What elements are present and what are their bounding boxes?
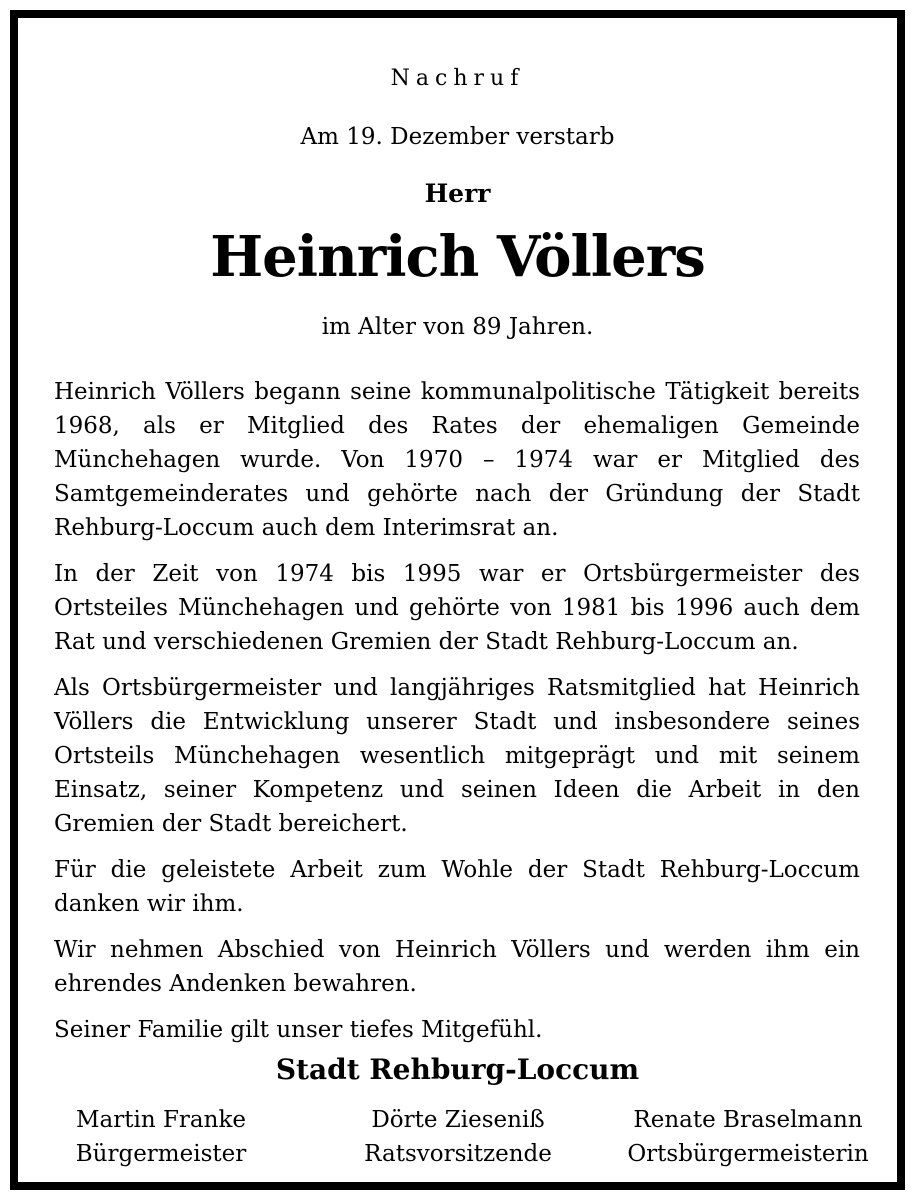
body-paragraph: Seiner Familie gilt unser tiefes Mitgefühl. (54, 1017, 543, 1043)
signer-name: Dörte Zieseniß (371, 1107, 545, 1133)
salutation: Herr (424, 179, 491, 208)
obituary-frame (10, 10, 905, 1190)
signer-role: Ratsvorsitzende (364, 1141, 552, 1167)
signer-name: Renate Braselmann (633, 1107, 863, 1133)
signer-local-mayor (598, 1103, 898, 1171)
signer-mayor (36, 1103, 286, 1171)
body-paragraph: Heinrich Völlers begann seine kommunalpolitische Tätigkeit bereits 1968, als er Mitglied des Rates der ehemaligen Gemeinde Münchehagen wurde. Von 1970 – 1974 war er Mitglied des Samtgemeinderates und gehörte nach der Gründung der Stadt Rehburg-Loccum auch dem Interimsrat an. (54, 379, 860, 541)
body-paragraph: In der Zeit von 1974 bis 1995 war er Ortsbürgermeister des Ortsteiles Münchehagen und gehörte von 1981 bis 1996 auch dem Rat und verschiedenen Gremien der Stadt Rehburg-Loccum an. (54, 561, 860, 655)
body-paragraph: Für die geleistete Arbeit zum Wohle der Stadt Rehburg-Loccum danken wir ihm. (54, 857, 860, 917)
signer-name: Martin Franke (75, 1107, 246, 1133)
signer-role: Bürgermeister (75, 1141, 247, 1167)
deceased-name: Heinrich Völlers (210, 224, 705, 290)
obituary-body (54, 375, 860, 1059)
organization-name: Stadt Rehburg-Loccum (275, 1053, 640, 1086)
age-line: im Alter von 89 Jahren. (321, 314, 594, 340)
obituary-heading: Nachruf (390, 66, 525, 91)
body-paragraph: Wir nehmen Abschied von Heinrich Völlers und werden ihm ein ehrendes Andenken bewahren. (54, 937, 860, 997)
signer-council-chair (318, 1103, 598, 1171)
body-paragraph: Als Ortsbürgermeister und langjähriges Ratsmitglied hat Heinrich Völlers die Entwicklung unserer Stadt und insbesondere seines Ortsteils Münchehagen wesentlich mitgeprägt und mit seinem Einsatz, seiner Kompetenz und seinen Ideen die Arbeit in den Gremien der Stadt bereichert. (54, 675, 860, 837)
death-date-line: Am 19. Dezember verstarb (300, 124, 615, 150)
signer-role: Ortsbürgermeisterin (627, 1141, 869, 1167)
